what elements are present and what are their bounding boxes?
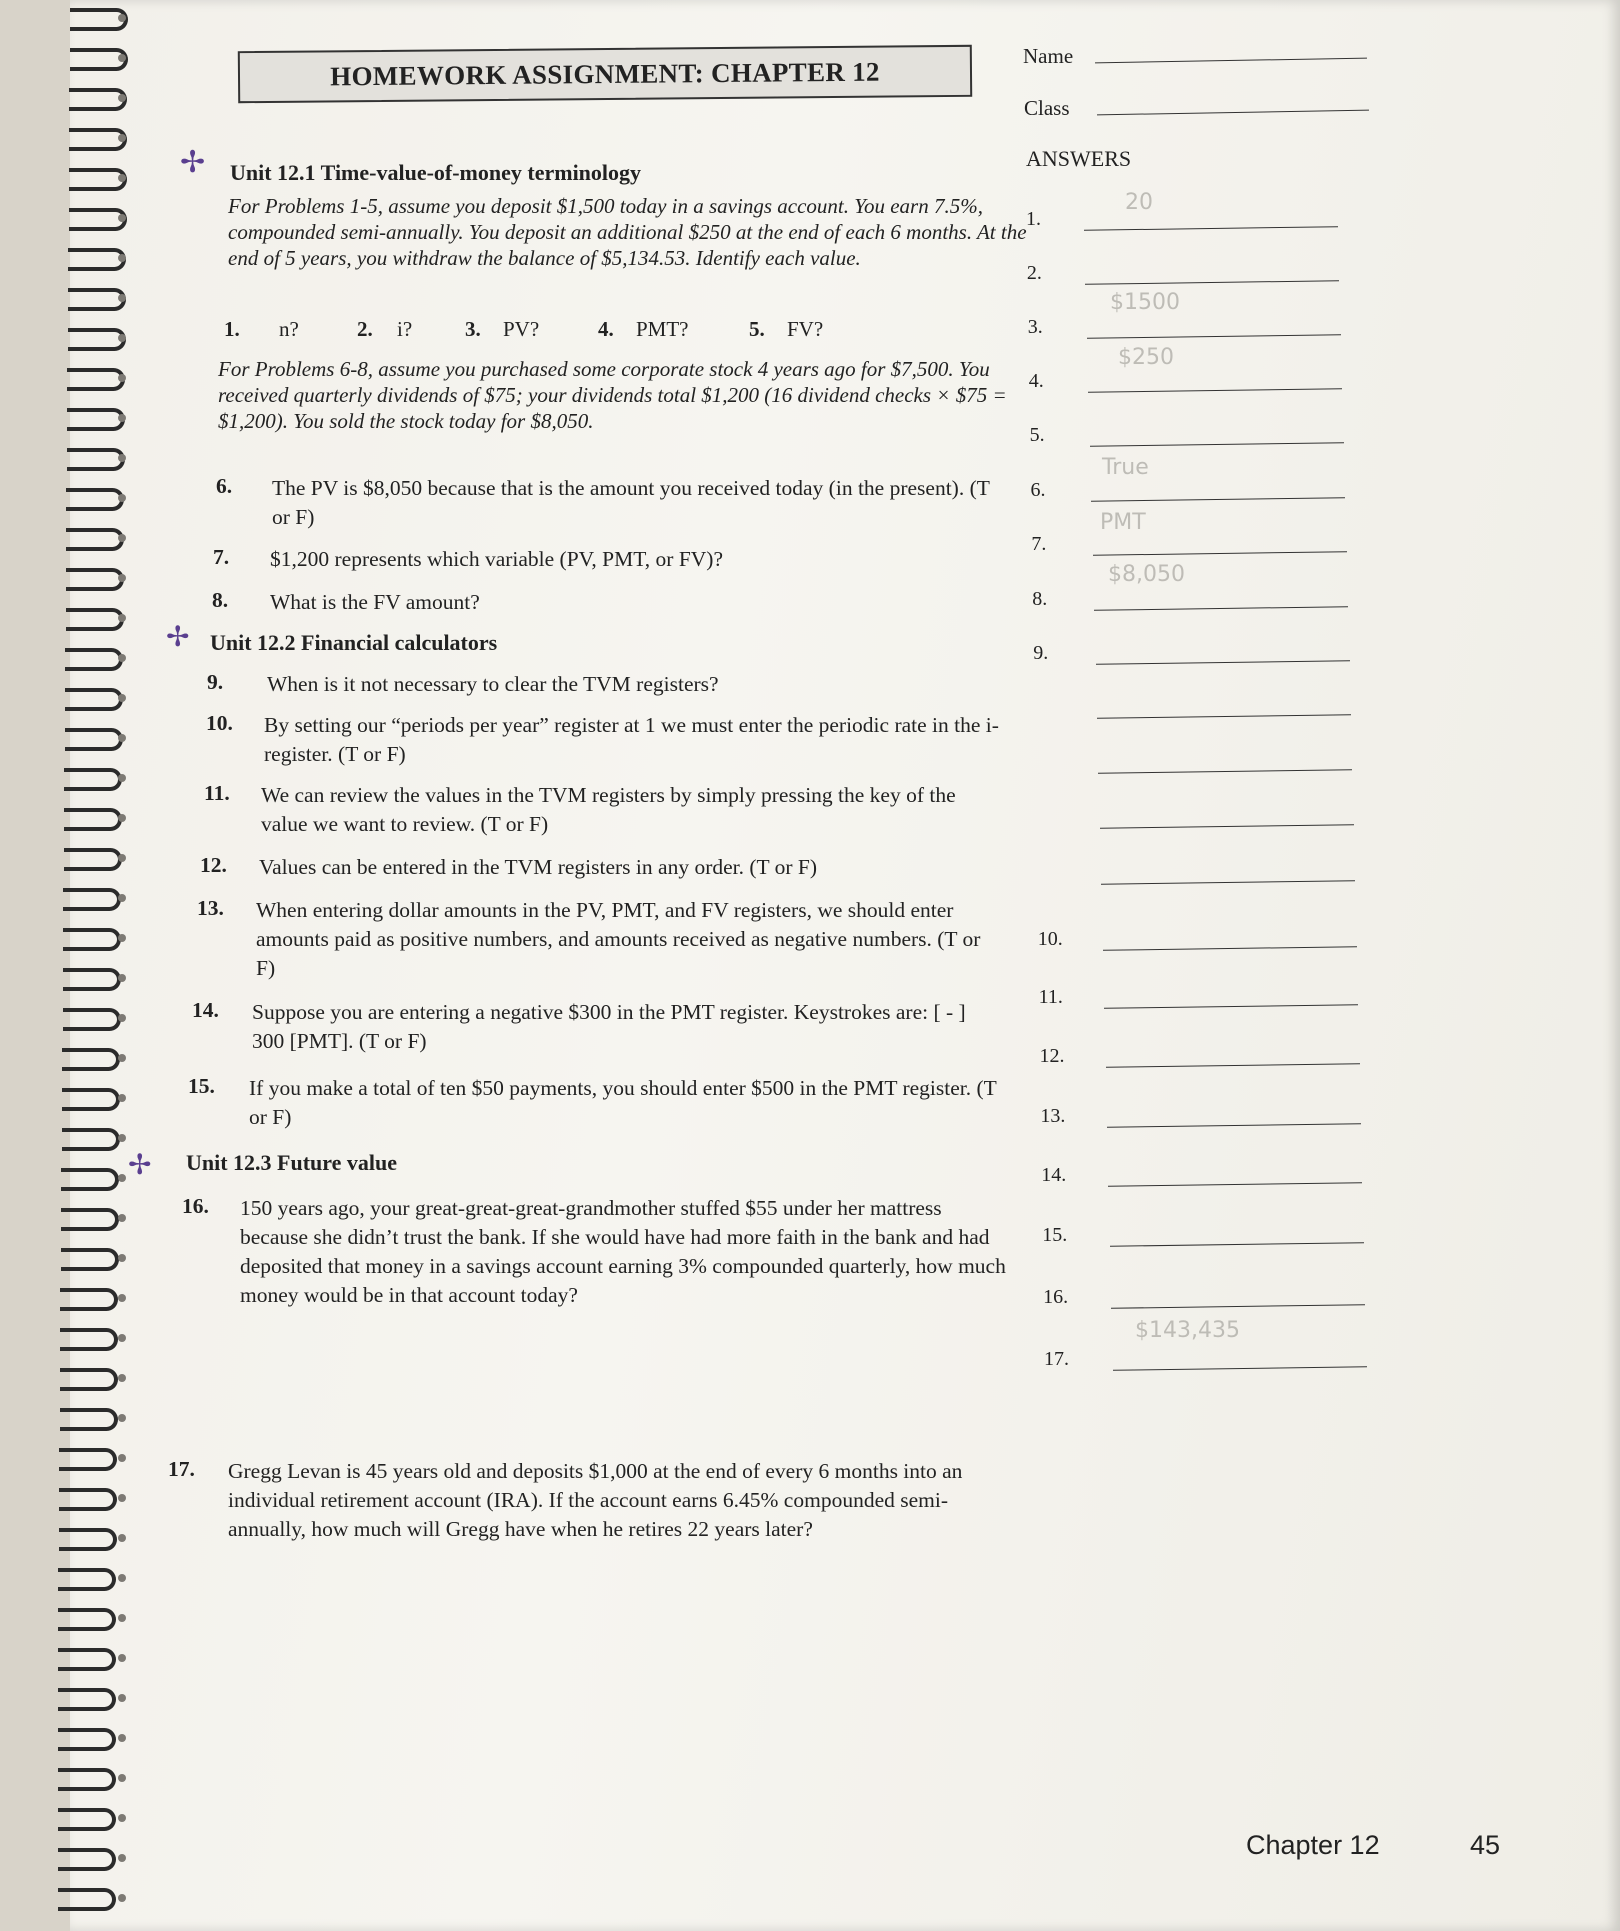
binding-hole: [118, 694, 126, 702]
binding-hole: [118, 134, 126, 142]
answer-number: 10.: [1037, 928, 1063, 950]
answers-heading: ANSWERS: [1026, 146, 1132, 171]
binding-ring: [58, 1648, 116, 1671]
binding-hole: [118, 1334, 126, 1342]
binding-hole: [118, 734, 126, 742]
binding-hole: [118, 1054, 126, 1062]
binding-ring: [65, 728, 123, 751]
binding-ring: [60, 1368, 118, 1391]
binding-hole: [118, 414, 126, 422]
question-number: 8.: [212, 588, 229, 612]
binding-hole: [118, 654, 126, 662]
star-mark-icon: ✢: [166, 622, 190, 653]
answer-number: 4.: [1028, 370, 1044, 392]
star-mark-icon: ✢: [128, 1150, 152, 1181]
binding-ring: [59, 1448, 117, 1471]
chapter-label: Chapter 12: [1246, 1830, 1380, 1860]
binding-hole: [118, 1574, 126, 1582]
question-number: 7.: [213, 545, 230, 569]
star-mark-icon: ✢: [180, 146, 206, 179]
binding-hole: [118, 294, 126, 302]
binding-ring: [66, 528, 124, 551]
question-text: Suppose you are entering a negative $300 in the PMT register. Keystrokes are: [ - ] 300 [PMT]. (T or F): [252, 1000, 966, 1053]
binding-ring: [67, 368, 125, 391]
question-text: When is it not necessary to clear the TVM registers?: [267, 672, 719, 696]
binding-ring: [58, 1688, 116, 1711]
answer-number: 2.: [1026, 262, 1042, 284]
problems-1-5-intro: For Problems 1-5, assume you deposit $1,500 today in a savings account. You earn 7.5%, compounded semi-annually. You deposit an additional $250 at the end of each 6 months. At the end of 5 years, you withdraw the balance of $5,134.53. Identify each value.: [228, 194, 1027, 270]
binding-ring: [67, 408, 125, 431]
question-number: 16.: [182, 1194, 209, 1218]
binding-ring: [62, 1128, 120, 1151]
binding-hole: [118, 1014, 126, 1022]
binding-hole: [118, 1814, 126, 1822]
binding-hole: [118, 334, 126, 342]
answer-number: 13.: [1040, 1105, 1066, 1127]
answer-number: 5.: [1029, 424, 1045, 446]
binding-ring: [58, 1848, 116, 1871]
binding-hole: [118, 1894, 126, 1902]
binding-hole: [118, 254, 126, 262]
quick-num: 4.: [598, 317, 614, 341]
question-text: By setting our “periods per year” register at 1 we must enter the periodic rate in the i-register. (T or F): [264, 713, 999, 766]
binding-hole: [118, 214, 126, 222]
binding-ring: [64, 808, 122, 831]
binding-hole: [118, 894, 126, 902]
binding-hole: [118, 854, 126, 862]
answer-number: 3.: [1027, 316, 1043, 338]
binding-ring: [67, 448, 125, 471]
binding-hole: [118, 14, 126, 22]
binding-ring: [63, 1008, 121, 1031]
binding-ring: [65, 688, 123, 711]
binding-ring: [59, 1488, 117, 1511]
binding-hole: [118, 1454, 126, 1462]
binding-ring: [66, 608, 124, 631]
binding-hole: [118, 1414, 126, 1422]
binding-ring: [64, 768, 122, 791]
answer-number: 7.: [1031, 533, 1047, 555]
binding-ring: [60, 1288, 118, 1311]
binding-ring: [60, 1408, 118, 1431]
question-number: 15.: [188, 1074, 215, 1098]
handwritten-answer: True: [1102, 455, 1149, 480]
answer-number: 16.: [1043, 1286, 1069, 1308]
quick-label: PV?: [503, 317, 540, 341]
unit-12-1-heading: Unit 12.1 Time-value-of-money terminology: [230, 160, 642, 185]
binding-hole: [118, 494, 126, 502]
binding-ring: [58, 1888, 116, 1911]
binding-hole: [118, 774, 126, 782]
question-number: 9.: [207, 670, 224, 694]
handwritten-answer: $143,435: [1135, 1318, 1240, 1343]
quick-label: n?: [279, 317, 299, 341]
question-number: 14.: [192, 998, 219, 1022]
quick-label: PMT?: [636, 317, 689, 341]
answer-number: 15.: [1042, 1224, 1068, 1246]
binding-ring: [58, 1568, 116, 1591]
binding-ring: [63, 888, 121, 911]
binding-ring: [68, 288, 126, 311]
binding-hole: [118, 1134, 126, 1142]
answer-number: 1.: [1026, 208, 1041, 230]
binding-hole: [118, 94, 126, 102]
binding-ring: [66, 488, 124, 511]
question-text: Gregg Levan is 45 years old and deposits $1,000 at the end of every 6 months into an individual retirement account (IRA). If the account earns 6.45% compounded semi-annually, how much will Gregg have when he retires 22 years later?: [228, 1459, 963, 1541]
binding-hole: [118, 1774, 126, 1782]
quick-num: 3.: [465, 317, 481, 341]
answer-number: 11.: [1038, 986, 1063, 1008]
unit-12-2-heading: Unit 12.2 Financial calculators: [210, 630, 498, 655]
page-title: HOMEWORK ASSIGNMENT: CHAPTER 12: [238, 45, 972, 103]
binding-hole: [118, 54, 126, 62]
binding-hole: [118, 534, 126, 542]
answer-number: 9.: [1033, 642, 1049, 664]
quick-num: 2.: [357, 317, 373, 341]
answer-number: 8.: [1032, 588, 1048, 610]
problems-6-8-intro: For Problems 6-8, assume you purchased some corporate stock 4 years ago for $7,500. You received quarterly dividends of $75; your dividends total $1,200 (16 dividend checks × $75 = $1,200). You sold the stock today for $8,050.: [218, 357, 1007, 433]
quick-questions-1-5: [224, 317, 847, 342]
question-text: What is the FV amount?: [270, 590, 480, 614]
binding-hole: [118, 1214, 126, 1222]
question-number: 6.: [216, 474, 233, 498]
binding-hole: [118, 1174, 126, 1182]
binding-hole: [118, 814, 126, 822]
binding-ring: [64, 848, 122, 871]
quick-num: 5.: [749, 317, 765, 341]
binding-ring: [66, 568, 124, 591]
binding-ring: [58, 1728, 116, 1751]
binding-hole: [118, 614, 126, 622]
handwritten-answer: PMT: [1100, 510, 1146, 535]
quick-label: FV?: [787, 317, 824, 341]
name-label: Name: [1023, 44, 1074, 68]
handwritten-answer: $8,050: [1108, 562, 1185, 587]
binding-ring: [61, 1208, 119, 1231]
question-number: 17.: [168, 1457, 195, 1481]
binding-ring: [58, 1768, 116, 1791]
question-number: 12.: [200, 853, 227, 877]
unit-12-3-heading: Unit 12.3 Future value: [186, 1150, 398, 1175]
answer-number: 17.: [1044, 1348, 1069, 1370]
binding-hole: [118, 1734, 126, 1742]
binding-hole: [118, 1694, 126, 1702]
binding-hole: [118, 934, 126, 942]
binding-hole: [118, 454, 126, 462]
binding-ring: [61, 1248, 119, 1271]
binding-ring: [62, 1048, 120, 1071]
question-number: 13.: [197, 896, 224, 920]
question-number: 11.: [204, 781, 230, 805]
binding-ring: [58, 1808, 116, 1831]
binding-hole: [118, 1094, 126, 1102]
binding-hole: [118, 1654, 126, 1662]
question-text: 150 years ago, your great-great-great-grandmother stuffed $55 under her mattress because she didn’t trust the bank. If she would have had more faith in the bank and had deposited that money in a savings account earning 3% compounded quarterly, how much money would be in that account today?: [240, 1196, 1006, 1307]
answer-number: 14.: [1041, 1164, 1067, 1186]
handwritten-answer: $1500: [1110, 290, 1180, 315]
class-label: Class: [1024, 96, 1070, 120]
binding-ring: [63, 968, 121, 991]
question-text: $1,200 represents which variable (PV, PMT, or FV)?: [270, 547, 724, 571]
binding-ring: [58, 1608, 116, 1631]
binding-hole: [118, 1854, 126, 1862]
binding-hole: [118, 1294, 126, 1302]
binding-hole: [118, 574, 126, 582]
question-text: We can review the values in the TVM registers by simply pressing the key of the value we want to review. (T or F): [261, 783, 956, 836]
page-number: 45: [1470, 1830, 1501, 1860]
binding-hole: [118, 1534, 126, 1542]
question-text: When entering dollar amounts in the PV, PMT, and FV registers, we should enter amounts paid as positive numbers, and amounts received as negative numbers. (T or F): [256, 898, 981, 980]
binding-hole: [118, 1494, 126, 1502]
binding-hole: [118, 1374, 126, 1382]
spiral-binding: [0, 0, 110, 1931]
binding-hole: [118, 174, 126, 182]
answer-number: 6.: [1030, 479, 1046, 501]
handwritten-answer: 20: [1125, 190, 1153, 215]
answer-number: 12.: [1039, 1045, 1065, 1067]
quick-label: i?: [397, 317, 413, 341]
handwritten-answer: $250: [1118, 345, 1174, 370]
binding-hole: [118, 1254, 126, 1262]
binding-ring: [60, 1328, 118, 1351]
binding-hole: [118, 1614, 126, 1622]
binding-ring: [63, 928, 121, 951]
question-text: Values can be entered in the TVM registers in any order. (T or F): [259, 855, 818, 879]
binding-ring: [65, 648, 123, 671]
question-text: If you make a total of ten $50 payments, you should enter $500 in the PMT register. (T or F): [249, 1076, 997, 1129]
quick-num: 1.: [224, 317, 240, 341]
binding-hole: [118, 974, 126, 982]
binding-hole: [118, 374, 126, 382]
question-number: 10.: [206, 711, 233, 735]
binding-ring: [68, 328, 126, 351]
binding-ring: [59, 1528, 117, 1551]
binding-ring: [61, 1168, 119, 1191]
binding-ring: [62, 1088, 120, 1111]
question-text: The PV is $8,050 because that is the amount you received today (in the present). (T or F): [272, 476, 990, 529]
